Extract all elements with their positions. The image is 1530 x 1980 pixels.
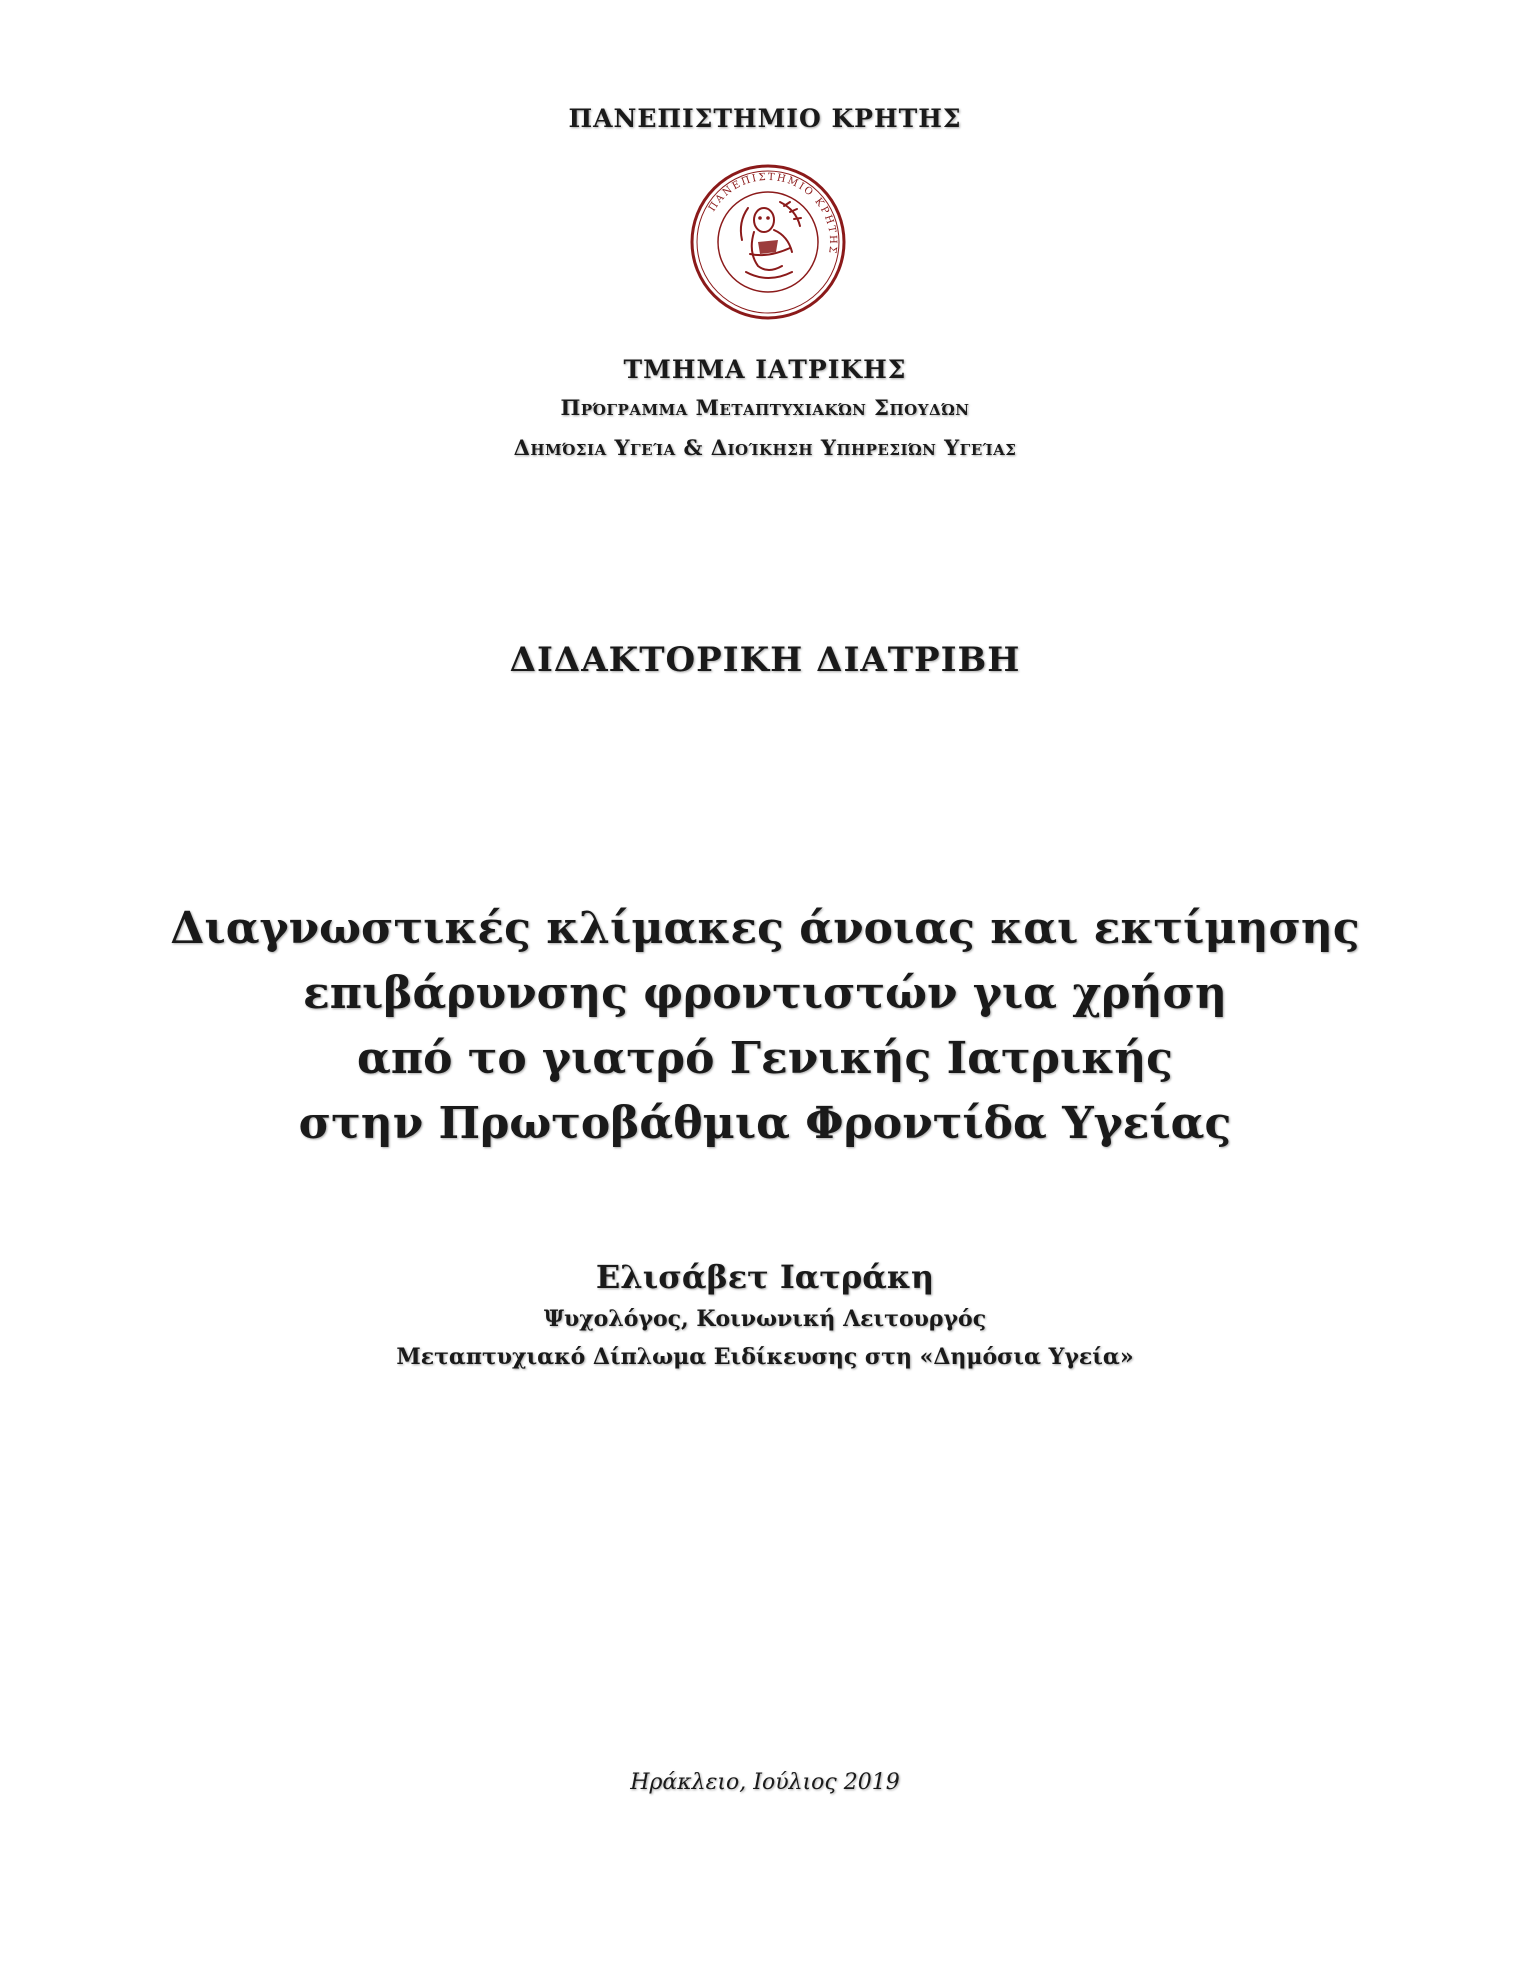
seal-text: ΠΑΝΕΠΙΣΤΗΜΙΟ ΚΡΗΤΗΣ <box>706 171 839 256</box>
thesis-title-line: από το γιατρό Γενικής Ιατρικής <box>357 1033 1173 1084</box>
document-type: ΔΙΔΑΚΤΟΡΙΚΗ ΔΙΑΤΡΙΒΗ <box>509 640 1021 680</box>
thesis-title <box>0 896 1530 1156</box>
author-name: Ελισάβετ Ιατράκη <box>595 1258 935 1296</box>
thesis-title-line: στην Πρωτοβάθμια Φροντίδα Υγείας <box>298 1098 1232 1149</box>
place-and-date: Ηράκλειο, Ιούλιος 2019 <box>630 1770 900 1795</box>
university-name: ΠΑΝΕΠΙΣΤΗΜΙΟ ΚΡΗΤΗΣ <box>568 104 962 133</box>
thesis-title-line: επιβάρυνσης φροντιστών για χρήση <box>303 968 1227 1019</box>
university-seal-icon <box>688 162 848 322</box>
department-name: ΤΜΗΜΑ ΙΑΤΡΙΚΗΣ <box>623 355 907 384</box>
thesis-title-line: Διαγνωστικές κλίμακες άνοιας και εκτίμησης <box>170 903 1360 954</box>
specialty-name: Δημόσια Υγεία & Διοίκηση Υπηρεσιών Υγείας <box>513 435 1017 460</box>
author-profession: Ψυχολόγος, Κοινωνική Λειτουργός <box>543 1306 987 1332</box>
program-name: Πρόγραμμα Μεταπτυχιακών Σπουδών <box>560 395 970 420</box>
author-degree: Μεταπτυχιακό Δίπλωμα Ειδίκευσης στη «Δημόσια Υγεία» <box>396 1344 1134 1370</box>
